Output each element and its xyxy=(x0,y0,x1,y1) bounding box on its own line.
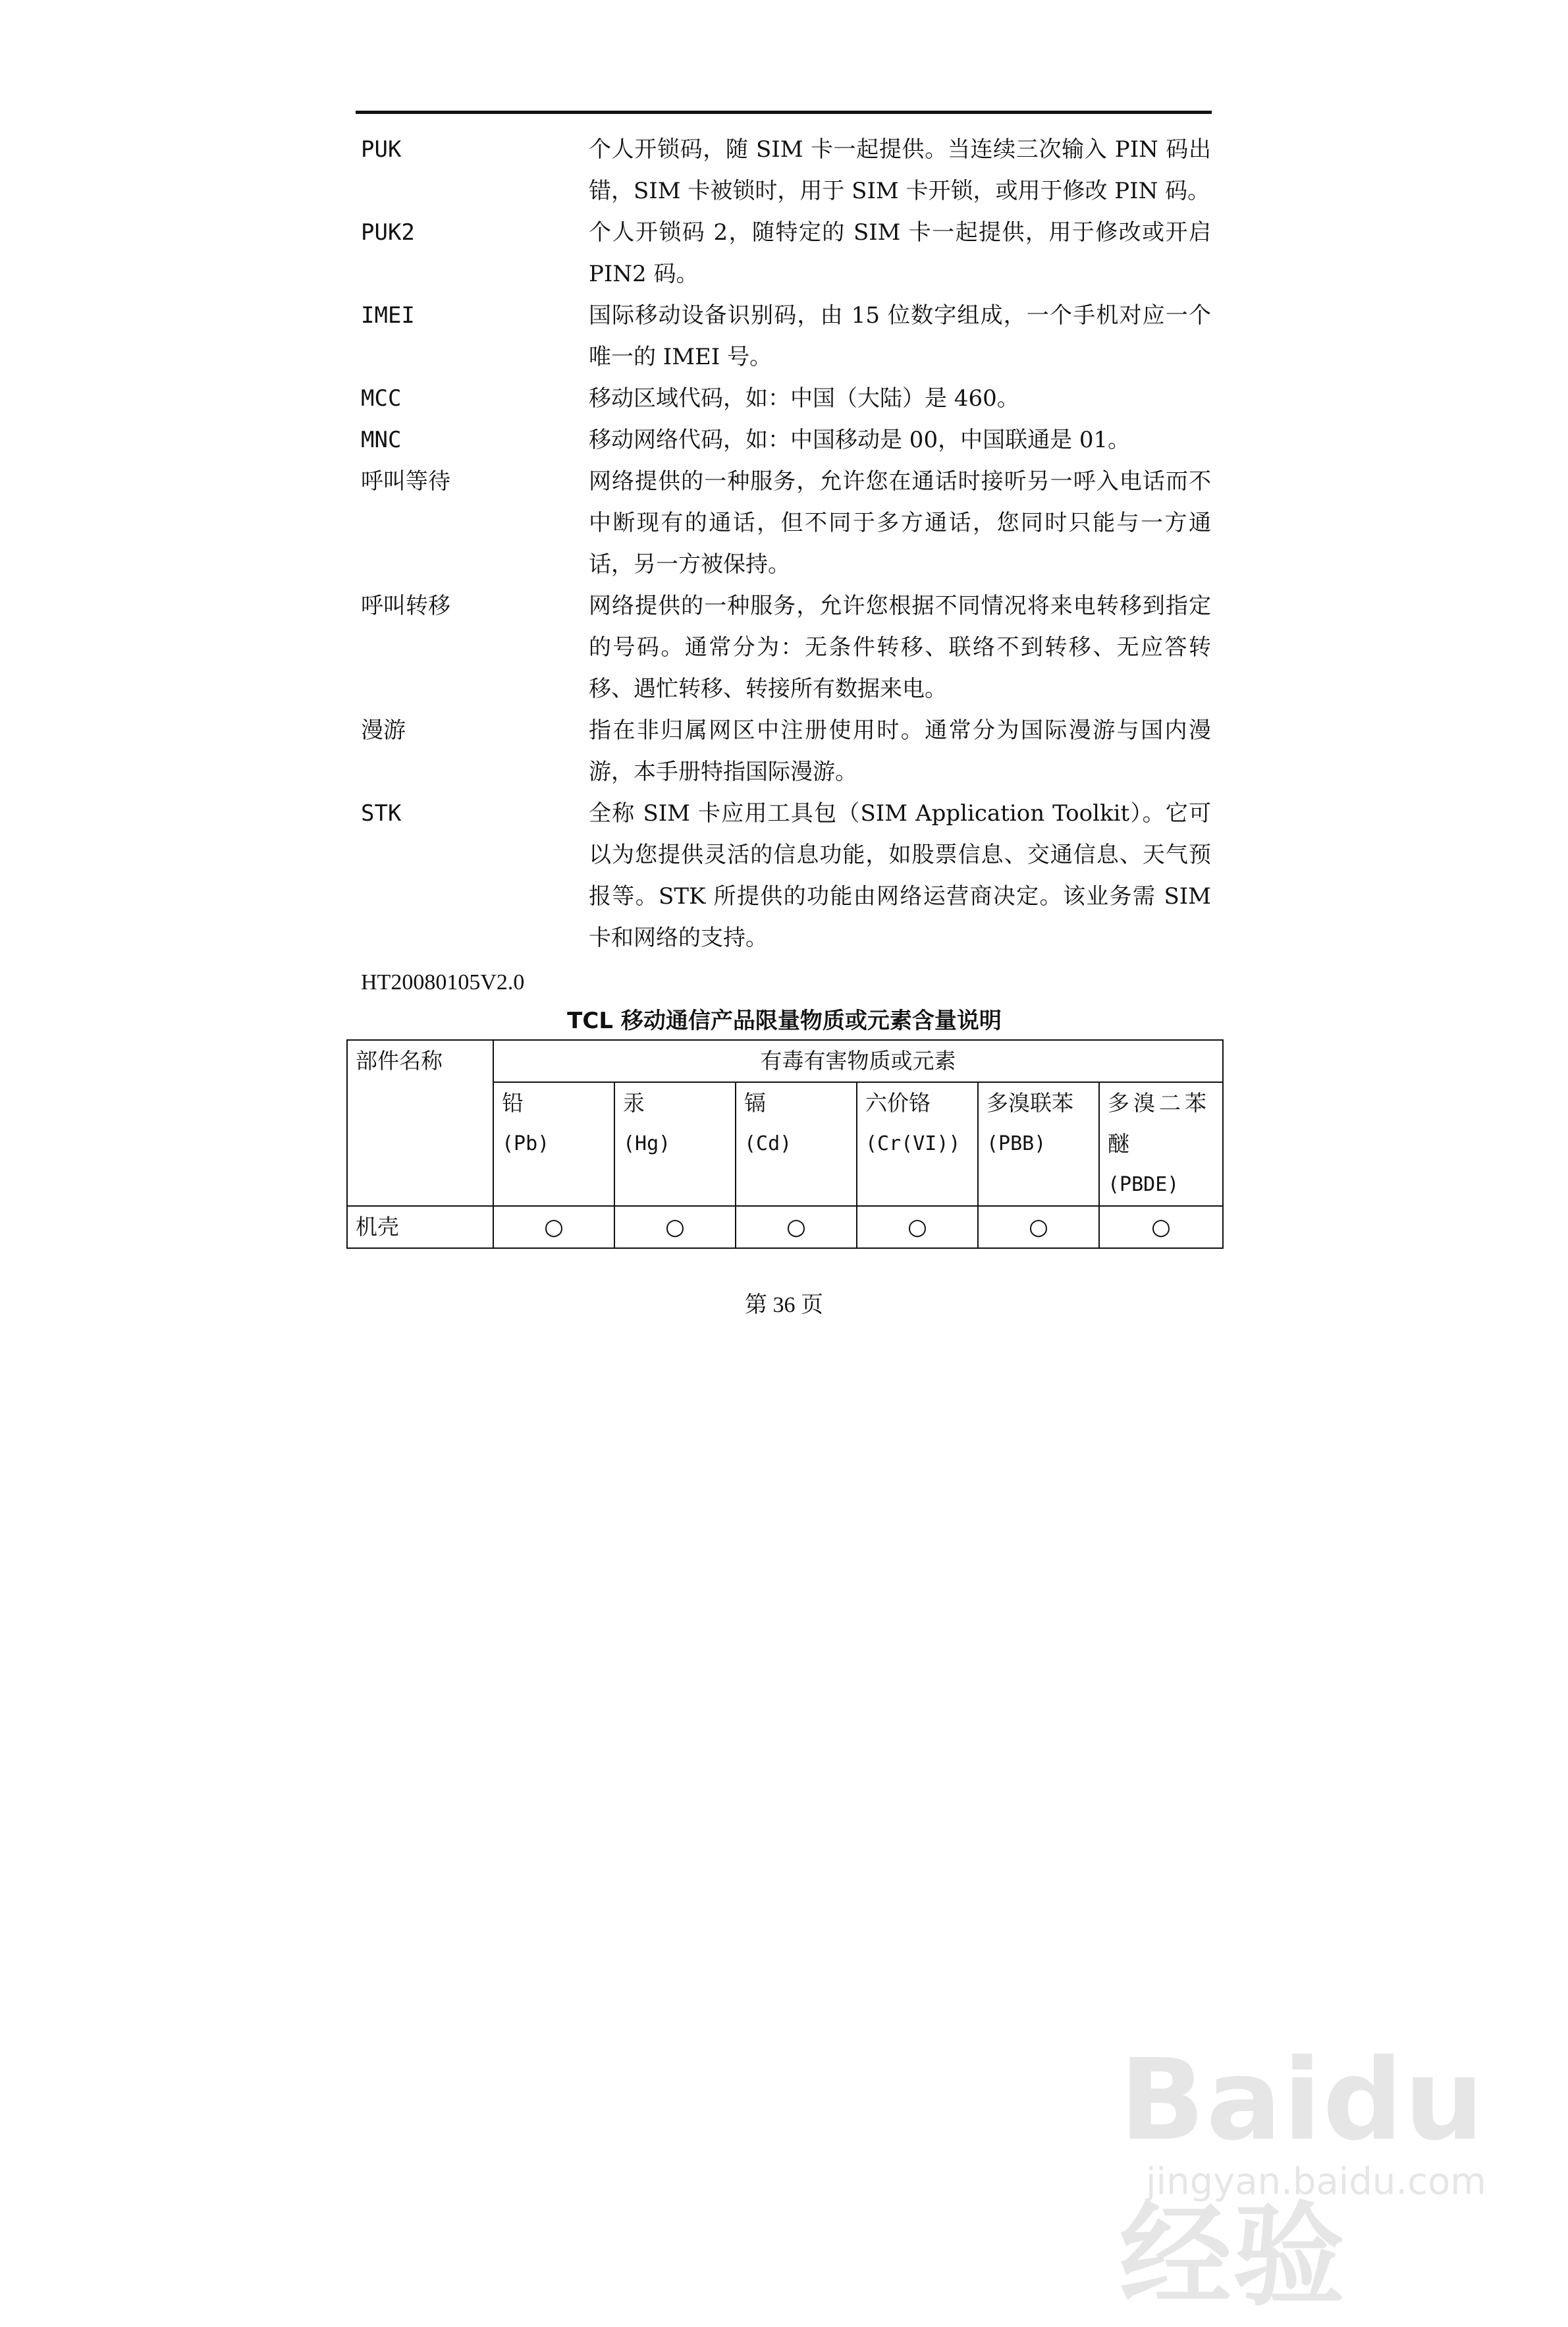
baidu-watermark xyxy=(1120,2035,1515,2322)
substance-header xyxy=(736,1082,857,1206)
glossary-term: MCC xyxy=(361,385,402,412)
glossary-entry xyxy=(361,212,1217,295)
substance-header xyxy=(1099,1082,1223,1206)
glossary-term: PUK2 xyxy=(361,219,415,246)
table-row xyxy=(347,1206,1223,1248)
glossary-desc: 指在非归属网区中注册使用时。通常分为国际漫游与国内漫游，本手册特指国际漫游。 xyxy=(589,717,1211,785)
glossary-entry xyxy=(361,420,1217,461)
substance-name: 铅 xyxy=(502,1090,524,1116)
glossary-entry xyxy=(361,295,1217,378)
substance-name: 镉 xyxy=(744,1090,766,1116)
header-rule xyxy=(356,111,1212,114)
glossary-list xyxy=(361,129,1217,959)
glossary-entry xyxy=(361,586,1217,710)
glossary-desc: 移动区域代码，如：中国（大陆）是 460。 xyxy=(589,385,1019,412)
substance-symbol: (PBDE) xyxy=(1108,1173,1179,1196)
mark-cell: ○ xyxy=(614,1206,736,1248)
version-code: HT20080105V2.0 xyxy=(361,970,525,995)
mark-cell: ○ xyxy=(1099,1206,1223,1248)
substance-name: 六价铬 xyxy=(865,1090,931,1116)
substance-symbol: (Pb) xyxy=(502,1132,550,1155)
substance-name: 多溴联苯 xyxy=(987,1090,1073,1116)
substance-symbol: (Cd) xyxy=(744,1132,792,1155)
watermark-brand: Baidu经验 xyxy=(1120,2035,1486,2322)
substance-symbol: (Cr(VI)) xyxy=(865,1132,961,1155)
glossary-term: STK xyxy=(361,800,402,827)
mark-cell: ○ xyxy=(493,1206,614,1248)
glossary-desc: 网络提供的一种服务，允许您根据不同情况将来电转移到指定的号码。通常分为：无条件转移、联络不到转移、无应答转移、遇忙转移、转接所有数据来电。 xyxy=(589,593,1211,702)
glossary-entry xyxy=(361,129,1217,212)
substance-header xyxy=(857,1082,978,1206)
glossary-desc: 个人开锁码 2，随特定的 SIM 卡一起提供，用于修改或开启 PIN2 码。 xyxy=(589,219,1211,287)
glossary-desc: 个人开锁码，随 SIM 卡一起提供。当连续三次输入 PIN 码出错，SIM 卡被锁时，用于 SIM 卡开锁，或用于修改 PIN 码。 xyxy=(589,136,1211,204)
glossary-term: 漫游 xyxy=(361,717,406,744)
glossary-entry xyxy=(361,793,1217,959)
glossary-desc: 移动网络代码，如：中国移动是 00，中国联通是 01。 xyxy=(589,427,1131,453)
substance-name: 多溴二苯醚 xyxy=(1108,1090,1210,1157)
substance-header xyxy=(978,1082,1099,1206)
glossary-entry xyxy=(361,710,1217,793)
mark-cell: ○ xyxy=(978,1206,1099,1248)
glossary-term: PUK xyxy=(361,136,402,163)
substance-header xyxy=(614,1082,736,1206)
glossary-term: MNC xyxy=(361,427,402,453)
substance-group-header: 有毒有害物质或元素 xyxy=(493,1040,1223,1082)
part-name-header: 部件名称 xyxy=(347,1040,493,1206)
glossary-entry xyxy=(361,461,1217,586)
substance-symbol: (Hg) xyxy=(623,1132,671,1155)
part-name-cell: 机壳 xyxy=(347,1206,493,1248)
glossary-desc: 全称 SIM 卡应用工具包（SIM Application Toolkit）。它可以为您提供灵活的信息功能，如股票信息、交通信息、天气预报等。STK 所提供的功能由网络运营商决定。该业务需 SIM 卡和网络的支持。 xyxy=(589,800,1211,951)
table-header-row xyxy=(347,1040,1223,1082)
glossary-desc: 国际移动设备识别码，由 15 位数字组成，一个手机对应一个唯一的 IMEI 号。 xyxy=(589,302,1211,370)
mark-cell: ○ xyxy=(857,1206,978,1248)
substance-table xyxy=(346,1039,1224,1249)
glossary-term: 呼叫等待 xyxy=(361,468,450,495)
table-title: TCL 移动通信产品限量物质或元素含量说明 xyxy=(567,1008,1002,1034)
substance-name: 汞 xyxy=(623,1090,645,1116)
glossary-term: IMEI xyxy=(361,302,415,329)
page-number: 第 36 页 xyxy=(745,1293,823,1317)
substance-symbol: (PBB) xyxy=(987,1132,1046,1155)
substance-header xyxy=(493,1082,614,1206)
glossary-desc: 网络提供的一种服务，允许您在通话时接听另一呼入电话而不中断现有的通话，但不同于多方通话，您同时只能与一方通话，另一方被保持。 xyxy=(589,468,1211,578)
glossary-entry xyxy=(361,378,1217,420)
mark-cell: ○ xyxy=(736,1206,857,1248)
glossary-term: 呼叫转移 xyxy=(361,593,450,619)
watermark-url: jingyan.baidu.com xyxy=(1146,2160,1486,2203)
